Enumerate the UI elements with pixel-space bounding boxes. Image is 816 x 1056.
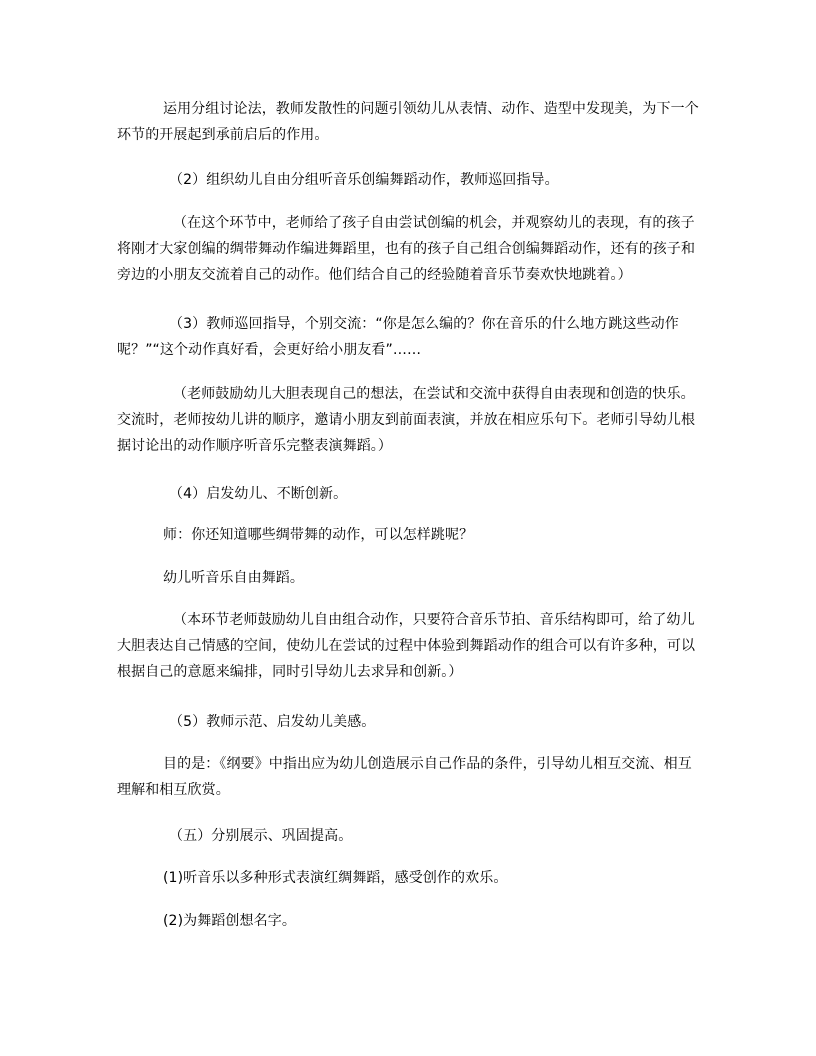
paragraph-step-3-note: （老师鼓励幼儿大胆表现自己的想法，在尝试和交流中获得自由表现和创造的快乐。交流时，老师按幼儿讲的顺序，邀请小朋友到前面表演，并放在相应乐句下。老师引导幼儿根据讨论出的动作顺序听音乐完整表演舞蹈。） <box>117 386 696 454</box>
paragraph-step-5: （5）教师示范、启发幼儿美感。 <box>169 714 376 730</box>
paragraph-step-4: （4）启发幼儿、不断创新。 <box>169 486 348 502</box>
paragraph-group-discussion: 运用分组讨论法，教师发散性的问题引领幼儿从表情、动作、造型中发现美，为下一个环节的开展起到承前启后的作用。 <box>117 101 699 143</box>
paragraph-item-1: (1)听音乐以多种形式表演红绸舞蹈，感受创作的欢乐。 <box>163 870 508 886</box>
paragraph-step-4-note: （本环节老师鼓励幼儿自由组合动作，只要符合音乐节拍、音乐结构即可，给了幼儿大胆表达自己情感的空间，使幼儿在尝试的过程中体验到舞蹈动作的组合可以有许多种，可以根据自己的意愿来编排，同时引导幼儿去求异和创新。） <box>117 612 696 680</box>
paragraph-step-2: （2）组织幼儿自由分组听音乐创编舞蹈动作，教师巡回指导。 <box>169 172 559 188</box>
paragraph-teacher-question: 师：你还知道哪些绸带舞的动作，可以怎样跳呢？ <box>163 527 474 543</box>
paragraph-step-3: （3）教师巡回指导，个别交流：“你是怎么编的？你在音乐的什么地方跳这些动作呢？”“这个动作真好看，会更好给小朋友看”…… <box>117 316 679 358</box>
paragraph-free-dance: 幼儿听音乐自由舞蹈。 <box>163 570 304 586</box>
section-heading-5: （五）分别展示、巩固提高。 <box>169 828 353 844</box>
paragraph-item-2: (2)为舞蹈创想名字。 <box>163 913 296 929</box>
paragraph-purpose: 目的是：《纲要》中指出应为幼儿创造展示自己作品的条件，引导幼儿相互交流、相互理解和相互欣赏。 <box>117 756 692 798</box>
paragraph-step-2-note: （在这个环节中，老师给了孩子自由尝试创编的机会，并观察幼儿的表现，有的孩子将刚才大家创编的绸带舞动作编进舞蹈里，也有的孩子自己组合创编舞蹈动作，还有的孩子和旁边的小朋友交流着自己的动作。他们结合自己的经验随着音乐节奏欢快地跳着。） <box>117 215 696 283</box>
